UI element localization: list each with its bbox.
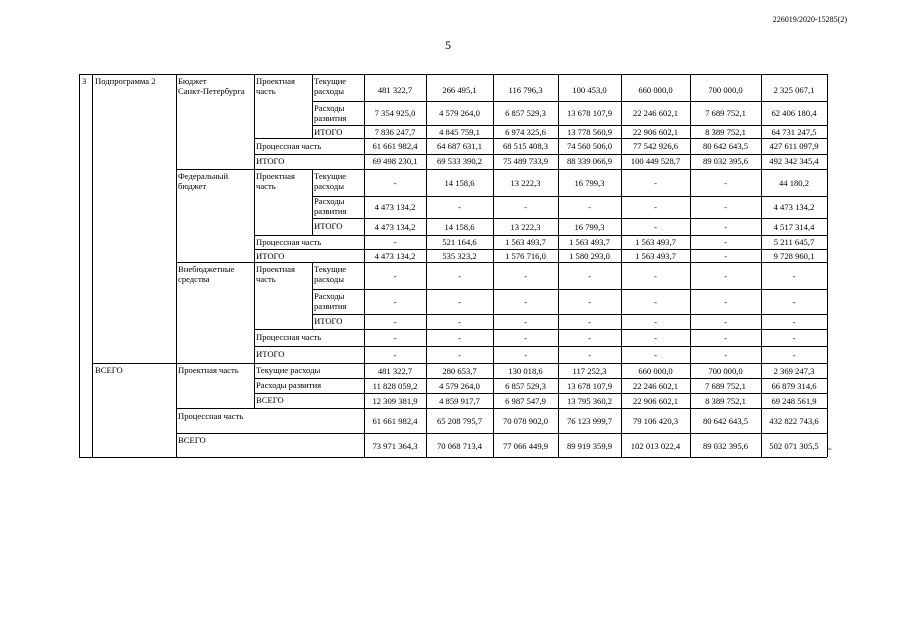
value-cell: 7 689 752,1 (705, 381, 746, 391)
value-cell: 13 222,3 (510, 178, 541, 188)
value-cell: 6 974 325,6 (505, 127, 546, 137)
value-cell: 76 123 999,7 (566, 416, 613, 426)
subprogram-label: Подпрограмма 2 (95, 76, 156, 86)
value-cell: 432 822 743,6 (769, 416, 819, 426)
value-cell: - (524, 202, 527, 212)
value-cell: - (654, 350, 657, 360)
value-cell: 64 731 247,5 (771, 127, 817, 137)
value-cell: - (588, 333, 591, 343)
document-id: 226019/2020-15285(2) (772, 15, 847, 24)
value-cell: 62 406 180,4 (771, 108, 817, 118)
value-cell: - (724, 271, 727, 281)
value-cell: 280 653,7 (442, 366, 477, 376)
value-cell: - (724, 178, 727, 188)
budget-ext-label-2: средства (178, 274, 210, 284)
current-exp-label-1: Текущие (314, 171, 347, 181)
value-cell: 69 248 561,9 (771, 396, 817, 406)
value-cell: 74 560 506,0 (566, 141, 613, 151)
project-part-label-1: Проектная (256, 171, 295, 181)
itogo-label: ИТОГО (256, 156, 285, 166)
value-cell: 4 579 264,0 (439, 381, 480, 391)
project-part-label-2: часть (256, 86, 276, 96)
current-exp-label: Текущие расходы (256, 365, 321, 375)
value-cell: 130 018,6 (508, 366, 543, 376)
value-cell: 22 246 602,1 (632, 381, 679, 391)
value-cell: - (654, 317, 657, 327)
value-cell: 116 796,3 (508, 85, 543, 95)
value-cell: 4 579 264,0 (439, 108, 480, 118)
value-cell: 70 078 902,0 (502, 416, 549, 426)
value-cell: - (792, 297, 796, 307)
value-cell: - (792, 271, 796, 281)
value-cell: 22 906 602,1 (632, 127, 679, 137)
value-cell: 13 795 360,2 (566, 396, 613, 406)
value-cell: 4 473 134,2 (374, 222, 416, 232)
value-cell: 117 252,3 (572, 366, 607, 376)
value-cell: 4 473 134,2 (773, 202, 815, 212)
value-cell: 12 309 381,9 (372, 396, 418, 406)
value-cell: - (588, 271, 591, 281)
value-cell: 68 515 408,3 (502, 141, 549, 151)
project-part-label: Проектная часть (178, 365, 239, 375)
value-cell: - (524, 333, 527, 343)
value-cell: 14 158,6 (444, 178, 475, 188)
value-cell: 4 473 134,2 (374, 202, 416, 212)
budget-fed-label-2: бюджет (178, 181, 207, 191)
value-cell: 66 879 314,6 (771, 381, 817, 391)
value-cell: - (724, 202, 727, 212)
value-cell: 4 517 314,4 (773, 222, 815, 232)
value-cell: - (724, 297, 727, 307)
value-cell: - (588, 297, 591, 307)
value-cell: 521 164,6 (442, 237, 477, 247)
value-cell: 5 211 645,7 (773, 237, 815, 247)
value-cell: 2 325 067,1 (773, 85, 815, 95)
value-cell: 8 389 752,1 (705, 396, 746, 406)
value-cell: 6 857 529,3 (505, 108, 546, 118)
current-exp-label-2: расходы (314, 274, 344, 284)
value-cell: 89 032 395,6 (702, 156, 749, 166)
value-cell: - (724, 317, 727, 327)
budget-ext-label-1: Внебюджетные (178, 264, 235, 274)
dev-exp-label-2: развития (314, 301, 347, 311)
value-cell: 100 449 528,7 (630, 156, 681, 166)
value-cell: - (588, 317, 591, 327)
value-cell: 7 689 752,1 (705, 108, 746, 118)
current-exp-label-1: Текущие (314, 264, 347, 274)
value-cell: - (724, 251, 727, 261)
value-cell: 89 919 359,9 (566, 441, 613, 451)
value-cell: - (654, 222, 657, 232)
value-cell: 7 836 247,7 (374, 127, 416, 137)
value-cell: - (792, 333, 796, 343)
value-cell: - (724, 350, 727, 360)
vsego-upper-label: ВСЕГО (95, 365, 123, 375)
value-cell: 13 678 107,9 (566, 381, 613, 391)
itogo-label: ИТОГО (256, 251, 285, 261)
budget-spb-label-1: Бюджет (178, 76, 207, 86)
value-cell: - (588, 202, 591, 212)
value-cell: - (393, 178, 397, 188)
value-cell: 481 322,7 (377, 85, 413, 95)
value-cell: - (654, 333, 657, 343)
value-cell: - (654, 297, 657, 307)
value-cell: 7 354 925,0 (374, 108, 416, 118)
process-part-total-label: Процессная часть (178, 411, 244, 421)
value-cell: 1 563 493,7 (569, 237, 610, 247)
value-cell: - (654, 178, 657, 188)
value-cell: 535 323,2 (442, 251, 477, 261)
value-cell: - (393, 271, 397, 281)
budget-spb-label-2: Санкт-Петербурга (178, 86, 245, 96)
project-part-label-2: часть (256, 181, 276, 191)
current-exp-label-2: расходы (314, 86, 344, 96)
row-number: 3 (82, 76, 87, 86)
value-cell: - (792, 350, 796, 360)
value-cell: 69 533 390,2 (436, 156, 483, 166)
value-cell: 6 857 529,3 (505, 381, 546, 391)
value-cell: 492 342 345,4 (769, 156, 819, 166)
value-cell: - (524, 350, 527, 360)
value-cell: 266 495,1 (442, 85, 477, 95)
value-cell: - (458, 317, 461, 327)
value-cell: 1 576 716,0 (505, 251, 546, 261)
itogo-label: ИТОГО (314, 221, 343, 231)
value-cell: 9 728 960,1 (773, 251, 815, 261)
value-cell: 64 687 631,1 (436, 141, 483, 151)
value-cell: 6 987 547,9 (505, 396, 546, 406)
budget-fed-label-1: Федеральный (178, 171, 229, 181)
itogo-label: ИТОГО (256, 349, 285, 359)
value-cell: 660 000,0 (638, 366, 673, 376)
value-cell: 65 208 795,7 (436, 416, 483, 426)
value-cell: 89 032 395,6 (702, 441, 749, 451)
value-cell: 2 369 247,3 (773, 366, 815, 376)
value-cell: 100 453,0 (572, 85, 607, 95)
value-cell: 4 859 917,7 (439, 396, 480, 406)
value-cell: - (393, 297, 397, 307)
dev-exp-label-1: Расходы (314, 196, 345, 206)
value-cell: 8 389 752,1 (705, 127, 746, 137)
dev-exp-label-1: Расходы (314, 291, 345, 301)
value-cell: 16 799,3 (574, 222, 605, 232)
value-cell: 14 158,6 (444, 222, 475, 232)
value-cell: 80 642 643,5 (702, 141, 749, 151)
current-exp-label-2: расходы (314, 181, 344, 191)
value-cell: 77 066 449,9 (502, 441, 549, 451)
value-cell: - (588, 350, 591, 360)
value-cell: - (393, 350, 397, 360)
end-mark: ». (828, 446, 833, 452)
budget-table (79, 74, 827, 457)
itogo-label: ИТОГО (314, 316, 343, 326)
value-cell: 1 580 293,0 (569, 251, 610, 261)
value-cell: - (724, 237, 727, 247)
value-cell: 13 778 560,9 (566, 127, 613, 137)
project-part-label-1: Проектная (256, 264, 295, 274)
value-cell: 79 106 420,3 (632, 416, 679, 426)
value-cell: 4 845 759,1 (439, 127, 480, 137)
value-cell: 44 180,2 (778, 178, 810, 188)
value-cell: 22 906 602,1 (632, 396, 679, 406)
value-cell: 61 661 982,4 (372, 416, 418, 426)
value-cell: 88 339 066,9 (566, 156, 613, 166)
vsego-sub-label: ВСЕГО (256, 395, 284, 405)
value-cell: - (393, 317, 397, 327)
value-cell: - (724, 222, 727, 232)
process-part-label: Процессная часть (256, 237, 322, 247)
project-part-label-1: Проектная (256, 76, 295, 86)
value-cell: - (724, 333, 727, 343)
value-cell: - (458, 202, 461, 212)
process-part-label: Процессная часть (256, 332, 322, 342)
process-part-label: Процессная часть (256, 141, 322, 151)
value-cell: - (393, 333, 397, 343)
value-cell: 427 611 097,9 (769, 141, 819, 151)
value-cell: 70 068 713,4 (436, 441, 483, 451)
value-cell: 13 222,3 (510, 222, 541, 232)
value-cell: - (458, 297, 461, 307)
value-cell: 69 498 230,1 (372, 156, 418, 166)
value-cell: - (792, 317, 796, 327)
value-cell: 61 661 982,4 (372, 141, 418, 151)
itogo-label: ИТОГО (314, 127, 343, 137)
dev-exp-label-1: Расходы (314, 103, 345, 113)
dev-exp-label-2: развития (314, 206, 347, 216)
value-cell: 22 246 602,1 (632, 108, 679, 118)
value-cell: 660 000,0 (638, 85, 673, 95)
page-number: 5 (445, 38, 451, 52)
value-cell: - (524, 317, 527, 327)
value-cell: - (524, 271, 527, 281)
dev-exp-label-2: развития (314, 113, 347, 123)
dev-exp-label: Расходы развития (256, 380, 322, 390)
value-cell: 11 828 059,2 (372, 381, 418, 391)
value-cell: 13 678 107,9 (566, 108, 613, 118)
value-cell: - (654, 271, 657, 281)
value-cell: 481 322,7 (377, 366, 413, 376)
value-cell: 102 013 022,4 (630, 441, 681, 451)
value-cell: 4 473 134,2 (374, 251, 416, 261)
value-cell: 77 542 926,6 (632, 141, 679, 151)
value-cell: - (458, 333, 461, 343)
value-cell: - (458, 271, 461, 281)
value-cell: 73 971 364,3 (372, 441, 418, 451)
value-cell: - (458, 350, 461, 360)
value-cell: 502 071 305,5 (769, 441, 819, 451)
value-cell: - (654, 202, 657, 212)
vsego-total-label: ВСЕГО (178, 435, 206, 445)
value-cell: 1 563 493,7 (505, 237, 546, 247)
current-exp-label-1: Текущие (314, 76, 347, 86)
value-cell: 1 563 493,7 (635, 251, 676, 261)
value-cell: - (393, 237, 397, 247)
value-cell: 80 642 643,5 (702, 416, 749, 426)
project-part-label-2: часть (256, 274, 276, 284)
value-cell: 16 799,3 (574, 178, 605, 188)
value-cell: 700 000,0 (708, 366, 743, 376)
value-cell: 700 000,0 (708, 85, 743, 95)
value-cell: 75 489 733,9 (502, 156, 549, 166)
value-cell: - (524, 297, 527, 307)
value-cell: 1 563 493,7 (635, 237, 676, 247)
